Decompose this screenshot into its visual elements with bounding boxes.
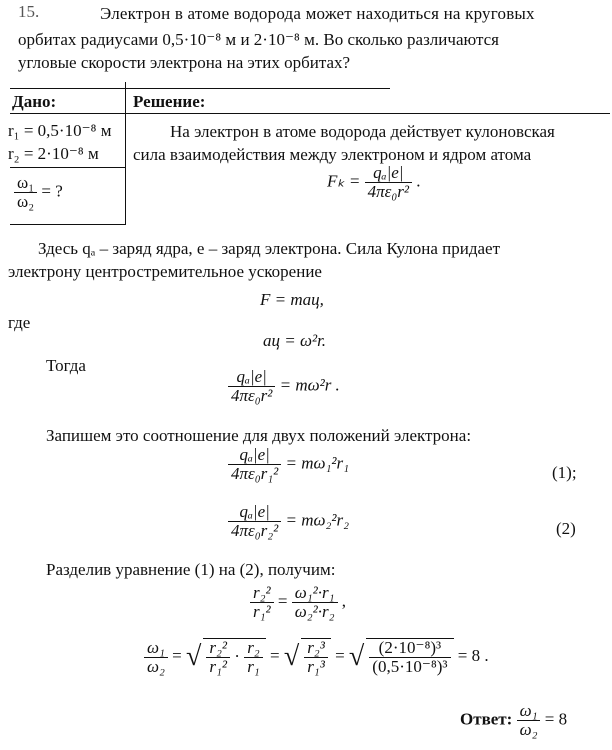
coulomb-lhs: Fₖ = — [327, 171, 361, 191]
table-header-rule — [10, 113, 610, 114]
sqrt-body-2 — [301, 638, 331, 676]
problem-number: 15. — [18, 2, 40, 21]
final-s1num: r₂² — [206, 639, 230, 658]
ratio-tail: , — [341, 591, 347, 611]
final-result: = 8 . — [457, 645, 489, 665]
problem-line-2: орбитах радиусами 0,5·10⁻⁸ м и 2·10⁻⁸ м. Во сколько различаются — [18, 30, 499, 49]
answer-label: Ответ: — [460, 709, 513, 729]
eq2-num: qₐ|e| — [228, 503, 281, 522]
solution-p5: Запишем это соотношение для двух положений электрона: — [46, 426, 472, 445]
eq2-label: (2) — [556, 519, 576, 538]
coulomb-den: 4πε₀r² — [367, 182, 409, 201]
ratio-equation — [250, 584, 346, 621]
coulomb-tail: . — [416, 171, 421, 191]
eq1-rhs: = mω₁²r₁ — [285, 453, 350, 473]
find-den: ω₂ — [17, 192, 35, 211]
solution-p1: На электрон в атоме водорода действует кулоновская — [170, 122, 555, 141]
final-left-fraction — [144, 639, 168, 676]
then-fraction — [228, 368, 275, 405]
ratio-left-fraction — [250, 584, 274, 621]
then-den: 4πε₀r² — [231, 386, 273, 405]
table-vertical-rule — [125, 82, 126, 224]
ratio-right-fraction — [292, 584, 338, 621]
then-num: qₐ|e| — [228, 368, 275, 387]
ratio-lnum: r₂² — [250, 584, 274, 603]
find-fraction — [14, 174, 37, 211]
problem-line-1: Электрон в атоме водорода может находиться на круговых — [100, 4, 535, 23]
ratio-rnum: ω₁²·r₁ — [292, 584, 338, 603]
answer-fraction — [517, 702, 541, 739]
given-r2: r₂ = 2·10⁻⁸ м — [8, 144, 99, 163]
sqrt-body-1 — [203, 638, 265, 676]
find-num: ω₁ — [14, 174, 37, 193]
coulomb-fraction — [365, 164, 412, 201]
final-eq-1: = — [172, 645, 182, 665]
final-s1-fraction — [206, 639, 230, 676]
accel-formula: aц = ω²r. — [263, 331, 327, 350]
final-eq-2: = — [269, 645, 280, 665]
eq1-num: qₐ|e| — [228, 446, 281, 465]
problem-line-3: угловые скорости электрона на этих орбитах? — [18, 53, 351, 72]
final-s1bden: r₁ — [247, 657, 260, 676]
final-eq-3: = — [335, 645, 345, 665]
answer-den: ω₂ — [519, 720, 538, 739]
ratio-lden: r₁² — [253, 602, 271, 621]
final-s3num: (2·10⁻⁸)³ — [369, 639, 450, 658]
given-header: Дано: — [12, 92, 57, 111]
eq1-label: (1); — [552, 463, 577, 482]
answer-block — [460, 702, 567, 739]
final-equation — [144, 638, 489, 676]
final-s1den: r₁² — [209, 657, 228, 676]
eq1-den: 4πε₀r₁² — [231, 464, 279, 483]
final-mul: · — [234, 646, 240, 666]
final-s2num: r₂³ — [304, 639, 328, 658]
coulomb-num: qₐ|e| — [365, 164, 412, 183]
sqrt-sign-2: √ — [283, 641, 300, 672]
eq2-fraction — [228, 503, 281, 540]
final-s2-fraction — [304, 639, 328, 676]
solution-header: Решение: — [133, 92, 206, 111]
final-lnum: ω₁ — [144, 639, 168, 658]
given-r1: r₁ = 0,5·10⁻⁸ м — [8, 121, 112, 140]
ratio-eq: = — [277, 591, 288, 611]
solution-p2: сила взаимодействия между электроном и ядром атома — [133, 145, 532, 164]
find-bottom-rule — [10, 224, 126, 225]
answer-value: = 8 — [544, 709, 568, 729]
final-s1bnum: r₂ — [244, 639, 263, 658]
eq2-den: 4πε₀r₂² — [231, 521, 279, 540]
where-word: где — [8, 313, 31, 332]
sqrt-body-3 — [366, 638, 453, 676]
then-equation — [228, 368, 340, 405]
given-bottom-rule — [10, 167, 126, 168]
coulomb-formula — [327, 164, 420, 201]
eq1-fraction — [228, 446, 281, 483]
sqrt-sign-1: √ — [186, 641, 202, 672]
final-lden: ω₂ — [147, 656, 165, 676]
ratio-rden: ω₂²·r₂ — [294, 602, 335, 621]
find-suffix: = ? — [41, 181, 63, 201]
then-word: Тогда — [46, 356, 86, 375]
solution-p3: Здесь qₐ – заряд ядра, e – заряд электрона. Сила Кулона придает — [38, 239, 501, 258]
newton-formula: F = maц, — [260, 290, 324, 309]
equation-1 — [228, 446, 349, 483]
eq2-rhs: = mω₂²r₂ — [285, 510, 350, 530]
then-rhs: = mω²r . — [279, 375, 340, 395]
solution-p6: Разделив уравнение (1) на (2), получим: — [46, 560, 336, 579]
find-expression — [14, 174, 63, 211]
final-s1b-fraction — [244, 639, 263, 676]
answer-num: ω₁ — [517, 702, 541, 721]
final-s3den: (0,5·10⁻⁸)³ — [372, 657, 448, 676]
final-s3-fraction — [369, 639, 450, 676]
table-top-rule — [10, 88, 390, 89]
solution-p4: электрону центростремительное ускорение — [8, 262, 322, 281]
sqrt-sign-3: √ — [348, 641, 365, 672]
final-s2den: r₁³ — [307, 657, 325, 676]
equation-2 — [228, 503, 349, 540]
